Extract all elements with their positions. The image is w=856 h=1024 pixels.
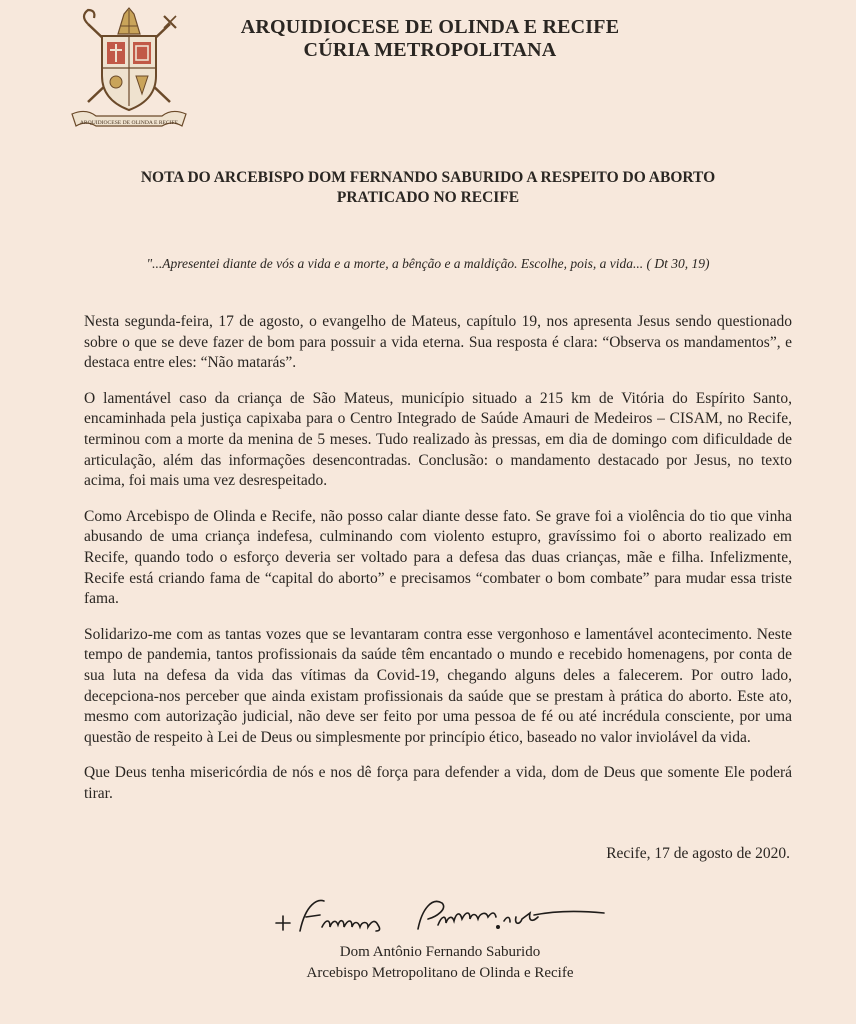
body-paragraph: Nesta segunda-feira, 17 de agosto, o evangelho de Mateus, capítulo 19, nos apresenta Jesus sendo questionado sobre o que se deve fazer de bom para possuir a vida eterna. Sua resposta é clara: “Observa os mandamentos”, e destaca entre eles: “Não matarás”.	[84, 313, 792, 372]
organization-header	[230, 16, 630, 62]
body-paragraph: Solidarizo-me com as tantas vozes que se levantaram contra esse vergonhoso e lamentável acontecimento. Neste tempo de pandemia, tantos profissionais da saúde têm encantado o mundo e recebido homenagens, por conta de sua luta na defesa da vida das vítimas da Covid-19, chegando alguns deles a falecerem. Por outro lado, decepciona-nos perceber que ainda existam profissionais da saúde que se prestam à prática do aborto. Este ato, mesmo com autorização judicial, não deve ser feito por uma pessoa de fé ou até incrédula consciente, por uma questão de respeito à Lei de Deus ou simplesmente por princípio ético, baseado no valor inviolável da vida.	[84, 625, 792, 746]
date-line: Recife, 17 de agosto de 2020.	[606, 845, 790, 862]
organization-subtitle: CÚRIA METROPOLITANA	[303, 39, 557, 61]
document-title	[60, 168, 796, 208]
organization-name: ARQUIDIOCESE DE OLINDA E RECIFE	[240, 16, 620, 38]
body-paragraph: O lamentável caso da criança de São Mateus, município situado a 215 km de Vitória do Espírito Santo, encaminhada pela justiça capixaba para o Centro Integrado de Saúde Amauri de Medeiros – CISAM, no Recife, terminou com a morte da menina de 5 meses. Tudo realizado às pressas, em dia de domingo com dificuldade de articulação, além das informações desencontradas. Conclusão: o mandamento destacado por Jesus, no texto acima, foi mais uma vez desrespeitado.	[84, 389, 792, 490]
crest-banner-text: ARQUIDIOCESE DE OLINDA E RECIFE	[79, 120, 179, 126]
archdiocese-crest-icon	[66, 6, 192, 130]
document-body	[84, 312, 792, 819]
body-paragraph: Como Arcebispo de Olinda e Recife, não posso calar diante desse fato. Se grave foi a violência do tio que vinha abusando de uma criança indefesa, culminando com violento estupro, gravíssimo foi o aborto realizado em Recife, quando todo o esforço deveria ser voltado para a defesa das duas crianças, mãe e filha. Infelizmente, Recife está criando fama de “capital do aborto” e precisamos “combater o bom combate” para mudar essa triste fama.	[84, 507, 792, 608]
signer-role: Arcebispo Metropolitano de Olinda e Recife	[306, 965, 574, 981]
handwritten-signature	[272, 893, 612, 939]
document-title-line-2: PRATICADO NO RECIFE	[336, 189, 520, 206]
signer-block	[230, 942, 650, 984]
epigraph-quote: "...Apresentei diante de vós a vida e a morte, a bênção e a maldição. Escolhe, pois, a vida... ( Dt 30, 19)	[146, 256, 710, 271]
document-title-line-1: NOTA DO ARCEBISPO DOM FERNANDO SABURIDO A RESPEITO DO ABORTO	[140, 169, 716, 186]
signer-name: Dom Antônio Fernando Saburido	[339, 944, 541, 960]
body-paragraph: Que Deus tenha misericórdia de nós e nos dê força para defender a vida, dom de Deus que somente Ele poderá tirar.	[84, 764, 792, 802]
